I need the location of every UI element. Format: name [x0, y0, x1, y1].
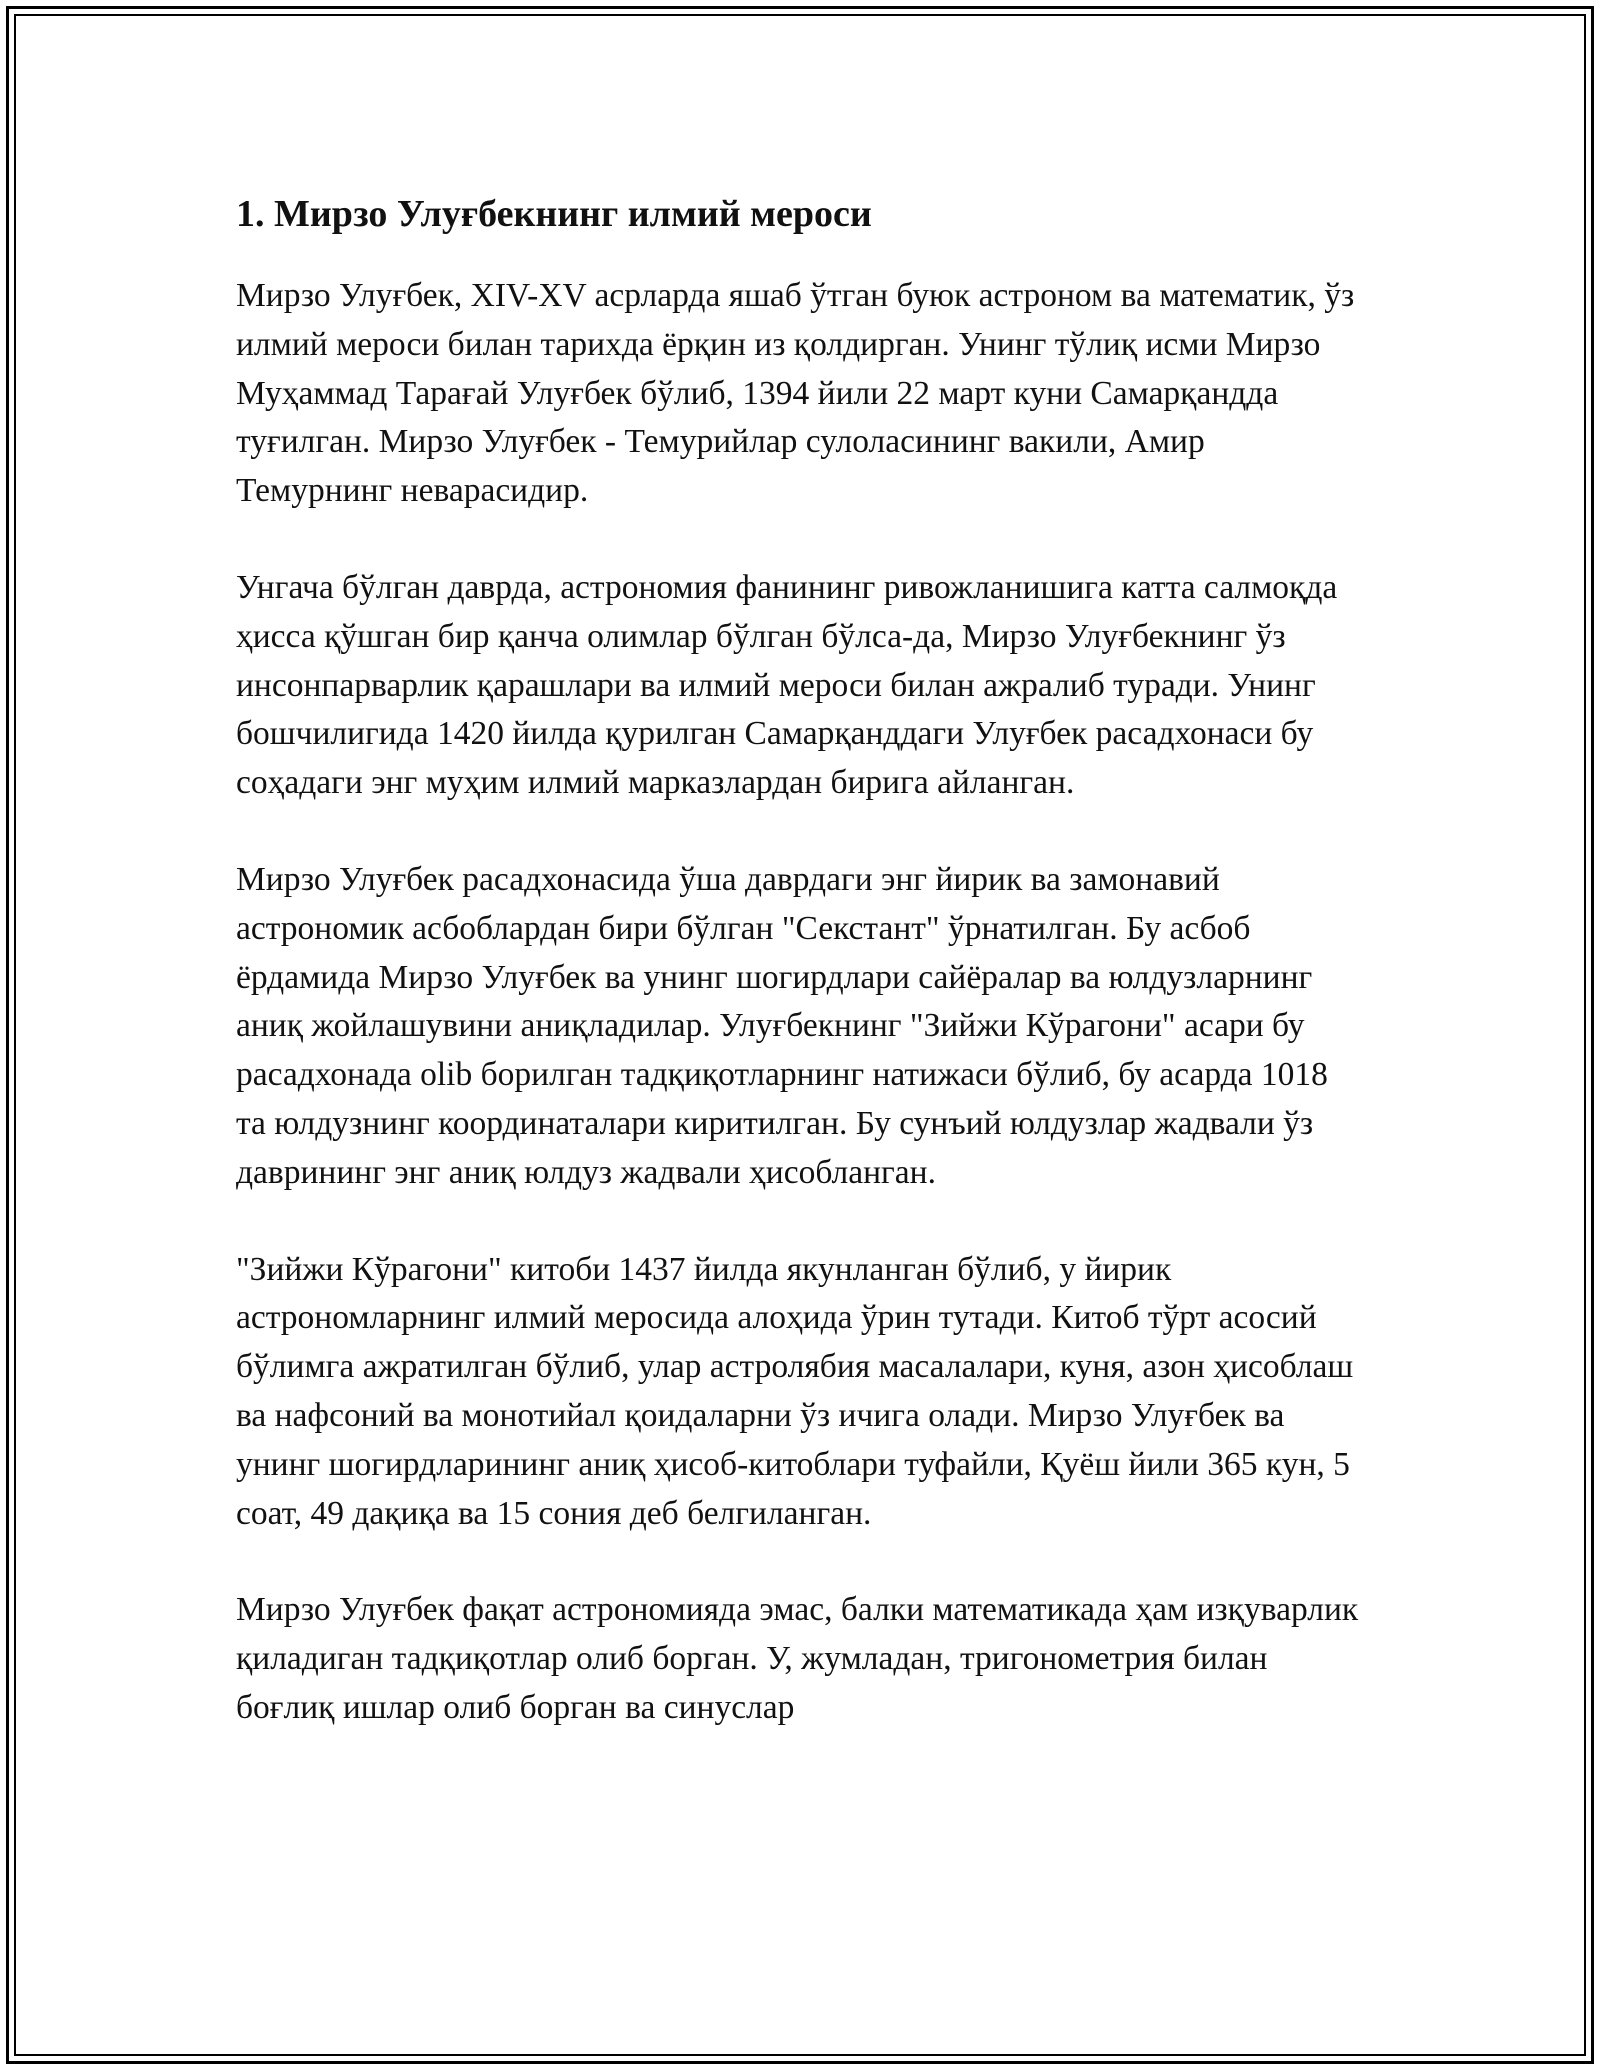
paragraph-1: Мирзо Улуғбек, XIV-XV асрларда яшаб ўтган буюк астроном ва математик, ўз илмий мероси билан тарихда ёрқин из қолдирган. Унинг тўлиқ исми Мирзо Муҳаммад Тарағай Улуғбек бўлиб, 1394 йили 22 март куни Самарқандда туғилган. Мирзо Улуғбек - Темурийлар сулоласининг вакили, Амир Темурнинг неварасидир. [236, 277, 1355, 510]
paragraph-3: Мирзо Улуғбек расадхонасида ўша даврдаги энг йирик ва замонавий астрономик асбоблардан бири бўлган "Секстант" ўрнатилган. Бу асбоб ёрдамида Мирзо Улуғбек ва унинг шогирдлари сайёралар ва юлдузларнинг аниқ жойлашувини аниқладилар. Улуғбекнинг "Зийжи Кўрагони" асари бу расадхонада olib борилган тадқиқотларнинг натижаси бўлиб, бу асарда 1018 та юлдузнинг координаталари киритилган. Бу сунъий юлдузлар жадвали ўз даврининг энг аниқ юлдуз жадвали ҳисобланган. [236, 860, 1328, 1191]
document-body [236, 188, 1366, 1781]
paragraph-5: Мирзо Улуғбек фақат астрономияда эмас, балки математикада ҳам изқуварлик қиладиган тадқиқотлар олиб борган. У, жумладан, тригонометрия билан боғлиқ ишлар олиб борган ва синуслар [236, 1591, 1359, 1726]
paragraph-2: Унгача бўлган даврда, астрономия фанининг ривожланишига катта салмоқда ҳисса қўшган бир қанча олимлар бўлган бўлса-да, Мирзо Улуғбекнинг ўз инсонпарварлик қарашлари ва илмий мероси билан ажралиб туради. Унинг бошчилигида 1420 йилда қурилган Самарқанддаги Улуғбек расадхонаси бу соҳадаги энг муҳим илмий марказлардан бирига айланган. [236, 568, 1338, 802]
section-title: 1. Мирзо Улуғбекнинг илмий мероси [236, 193, 872, 235]
paragraph-4: "Зийжи Кўрагони" китоби 1437 йилда якунланган бўлиб, у йирик астрономларнинг илмий меросида алоҳида ўрин тутади. Китоб тўрт асосий бўлимга ажратилган бўлиб, улар астролябия масалалари, куня, азон ҳисоблаш ва нафсоний ва монотийал қоидаларни ўз ичига олади. Мирзо Улуғбек ва унинг шогирдларининг аниқ ҳисоб-китоблари туфайли, Қуёш йили 365 кун, 5 соат, 49 дақиқа ва 15 сония деб белгиланган. [236, 1250, 1354, 1532]
